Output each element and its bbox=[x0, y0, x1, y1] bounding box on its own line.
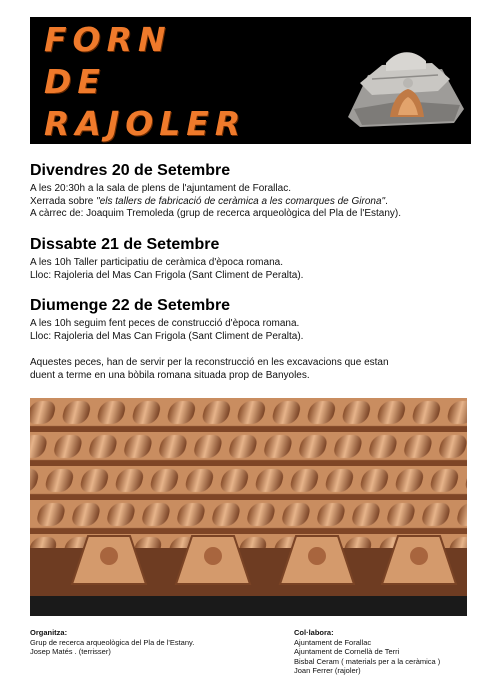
event-heading: Divendres 20 de Setembre bbox=[30, 162, 231, 179]
footer-organitza bbox=[30, 628, 194, 657]
collabora-item: Ajuntament de Forallac bbox=[294, 637, 372, 647]
event-heading: Dissabte 21 de Setembre bbox=[30, 236, 220, 253]
event-line: Lloc: Rajoleria del Mas Can Frigola (Sant Climent de Peralta). bbox=[30, 269, 304, 281]
event-line: A les 10h seguim fent peces de construcció d'època romana. bbox=[30, 318, 300, 329]
roof-tile-illustration bbox=[342, 39, 468, 131]
organitza-item: Josep Matés . (terrisser) bbox=[30, 647, 111, 657]
footer-collabora bbox=[294, 628, 440, 676]
collabora-label: Col·labora: bbox=[294, 628, 334, 637]
event-line: A les 10h Taller participatiu de ceràmica d'època romana. bbox=[30, 257, 283, 268]
talk-prefix: Xerrada sobre bbox=[30, 195, 97, 207]
event-saturday bbox=[30, 235, 470, 282]
collabora-item: Bisbal Ceram ( materials per a la ceràmica ) bbox=[294, 656, 441, 666]
roof-tiles-photo bbox=[30, 398, 467, 616]
event-line bbox=[30, 196, 470, 209]
collabora-item: Joan Ferrer (rajoler) bbox=[294, 666, 361, 676]
title-line-3: RAJOLER bbox=[44, 104, 247, 143]
collabora-item: Ajuntament de Cornellà de Terri bbox=[294, 647, 400, 657]
title-line-1: FORN bbox=[44, 20, 172, 59]
roof-tiles-image bbox=[30, 398, 467, 616]
description-paragraph bbox=[30, 357, 470, 382]
event-sunday bbox=[30, 296, 470, 343]
event-line: A càrrec de: Joaquim Tremoleda (grup de recerca arqueològica del Pla de l'Estany). bbox=[30, 208, 401, 219]
title-line-2: DE bbox=[44, 62, 106, 101]
event-heading: Diumenge 22 de Setembre bbox=[30, 297, 231, 314]
talk-suffix: . bbox=[385, 195, 388, 207]
organitza-label: Organitza: bbox=[30, 628, 68, 637]
talk-title: "els tallers de fabricació de ceràmica a les comarques de Girona" bbox=[96, 195, 386, 207]
description-line: Aquestes peces, han de servir per la reconstrucció en les excavacions que estan bbox=[30, 357, 389, 368]
event-line: Lloc: Rajoleria del Mas Can Frigola (Sant Climent de Peralta). bbox=[30, 330, 304, 342]
header-banner bbox=[30, 17, 471, 144]
event-friday bbox=[30, 161, 470, 221]
event-line: A les 20:30h a la sala de plens de l'ajuntament de Forallac. bbox=[30, 183, 291, 194]
organitza-item: Grup de recerca arqueològica del Pla de l'Estany. bbox=[30, 637, 195, 647]
description-line: duent a terme en una bòbila romana situada prop de Banyoles. bbox=[30, 369, 310, 381]
